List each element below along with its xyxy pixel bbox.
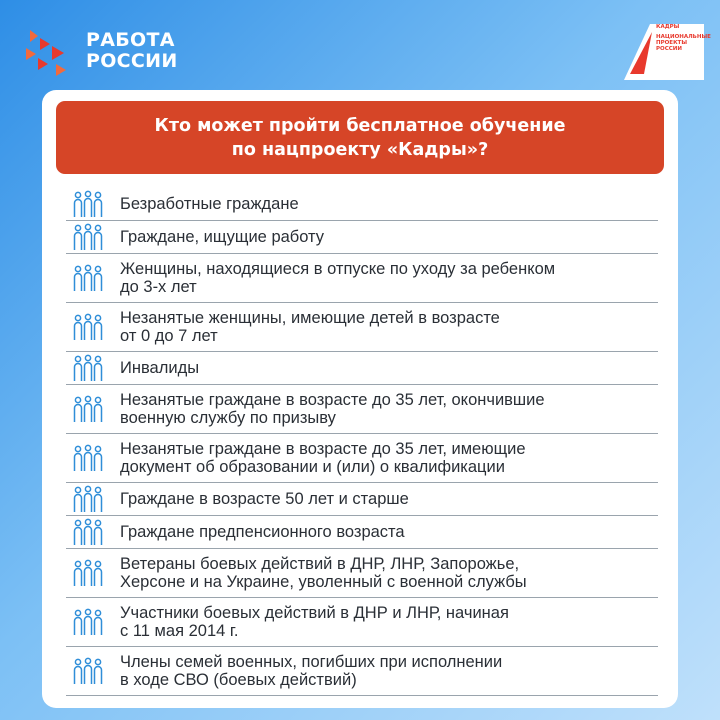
item-line-2: военную службу по призыву bbox=[120, 409, 336, 427]
item-line-1: Ветераны боевых действий в ДНР, ЛНР, Запорожье, bbox=[120, 555, 520, 573]
rabota-rossii-logo[interactable] bbox=[22, 22, 178, 80]
info-card bbox=[42, 90, 678, 708]
people-group-icon bbox=[70, 394, 106, 424]
list-item-text bbox=[120, 195, 299, 213]
people-group-icon bbox=[70, 189, 106, 219]
np-main-label: НАЦИОНАЛЬНЫЕ ПРОЕКТЫ РОССИИ bbox=[656, 34, 711, 52]
title-banner bbox=[56, 101, 664, 174]
people-group-icon bbox=[70, 558, 106, 588]
item-line-1: Инвалиды bbox=[120, 359, 200, 377]
people-group-icon bbox=[70, 353, 106, 383]
item-line-1: Безработные граждане bbox=[120, 195, 299, 213]
item-line-2: до 3-х лет bbox=[120, 278, 197, 296]
title-line-1: Кто может пройти бесплатное обучение bbox=[154, 115, 566, 136]
item-line-2: Херсоне и на Украине, уволенный с военной службы bbox=[120, 573, 527, 591]
list-item bbox=[66, 221, 658, 254]
page-title bbox=[155, 114, 566, 162]
item-line-2: с 11 мая 2014 г. bbox=[120, 622, 239, 640]
list-item bbox=[66, 385, 658, 434]
national-projects-logo bbox=[624, 24, 711, 80]
list-item bbox=[66, 647, 658, 696]
list-item bbox=[66, 483, 658, 516]
people-group-icon bbox=[70, 607, 106, 637]
logo-line-1: РАБОТА bbox=[86, 29, 175, 51]
np-kadry-label: КАДРЫ bbox=[656, 24, 680, 30]
list-item-text bbox=[120, 523, 405, 541]
list-item-text bbox=[120, 555, 527, 591]
logo-text bbox=[86, 30, 178, 72]
list-item-text bbox=[120, 260, 555, 296]
item-line-1: Граждане в возрасте 50 лет и старше bbox=[120, 490, 409, 508]
people-group-icon bbox=[70, 484, 106, 514]
rabota-rossii-logo-icon bbox=[22, 22, 80, 80]
list-item bbox=[66, 188, 658, 221]
list-item bbox=[66, 303, 658, 352]
list-item bbox=[66, 254, 658, 303]
list-item bbox=[66, 598, 658, 647]
list-item bbox=[66, 516, 658, 549]
list-item bbox=[66, 549, 658, 598]
item-line-1: Незанятые граждане в возрасте до 35 лет, окончившие bbox=[120, 391, 545, 409]
list-item-text bbox=[120, 309, 500, 345]
item-line-1: Незанятые женщины, имеющие детей в возрасте bbox=[120, 309, 500, 327]
list-item-text bbox=[120, 359, 199, 377]
item-line-1: Участники боевых действий в ДНР и ЛНР, начиная bbox=[120, 604, 509, 622]
header bbox=[0, 0, 720, 90]
logo-line-2: РОССИИ bbox=[86, 50, 178, 72]
people-group-icon bbox=[70, 517, 106, 547]
list-item-text bbox=[120, 653, 502, 689]
item-line-2: в ходе СВО (боевых действий) bbox=[120, 671, 357, 689]
item-line-1: Граждане, ищущие работу bbox=[120, 228, 325, 246]
item-line-2: документ об образовании и (или) о квалификации bbox=[120, 458, 505, 476]
people-group-icon bbox=[70, 222, 106, 252]
list-item bbox=[66, 434, 658, 483]
list-item-text bbox=[120, 391, 545, 427]
people-group-icon bbox=[70, 656, 106, 686]
list-item bbox=[66, 352, 658, 385]
people-group-icon bbox=[70, 443, 106, 473]
item-line-1: Члены семей военных, погибших при исполнении bbox=[120, 653, 503, 671]
people-group-icon bbox=[70, 312, 106, 342]
item-line-1: Женщины, находящиеся в отпуске по уходу за ребенком bbox=[120, 260, 556, 278]
list-item-text bbox=[120, 228, 324, 246]
list-item-text bbox=[120, 440, 526, 476]
item-line-1: Незанятые граждане в возрасте до 35 лет, имеющие bbox=[120, 440, 526, 458]
list-item-text bbox=[120, 490, 409, 508]
people-group-icon bbox=[70, 263, 106, 293]
item-line-1: Граждане предпенсионного возраста bbox=[120, 523, 405, 541]
item-line-2: от 0 до 7 лет bbox=[120, 327, 218, 345]
list-item-text bbox=[120, 604, 509, 640]
title-line-2: по нацпроекту «Кадры»? bbox=[231, 139, 489, 160]
eligibility-list bbox=[66, 188, 658, 696]
